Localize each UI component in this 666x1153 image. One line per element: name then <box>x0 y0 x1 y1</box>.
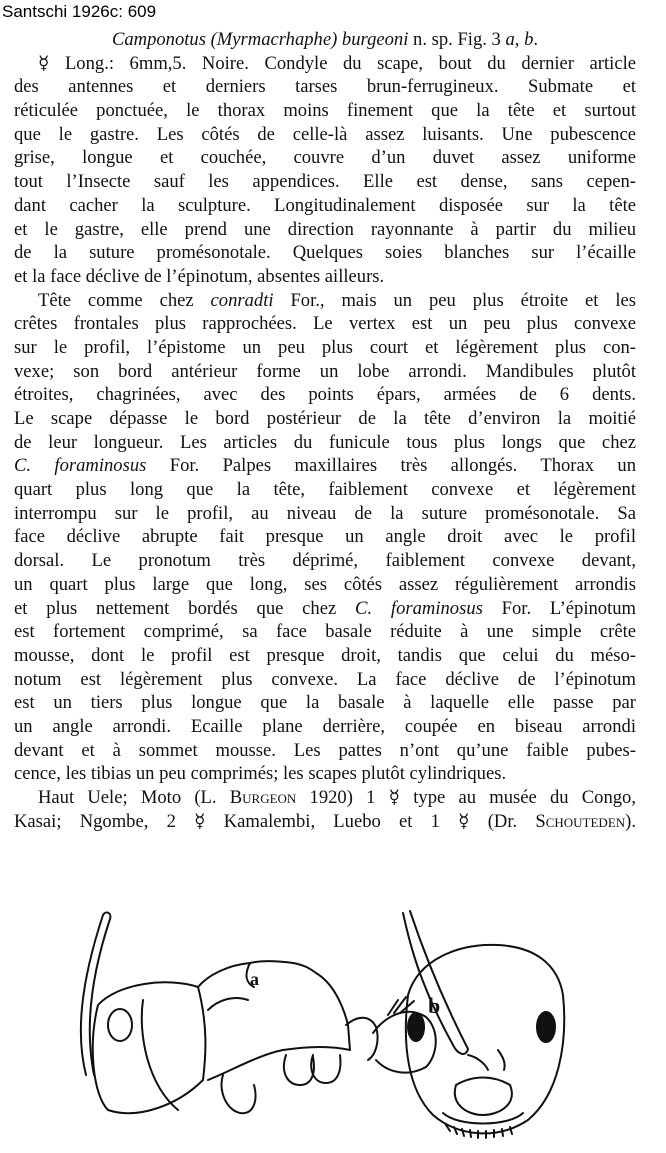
text-segment: devant et à sommet mousse. Les pattes n’ont qu’une faible pubes- <box>14 739 636 761</box>
text-line <box>14 715 636 739</box>
text-line <box>14 312 636 336</box>
text-segment: Tête comme chez <box>38 289 211 311</box>
clypeus <box>455 1078 512 1116</box>
species-description <box>14 28 636 833</box>
text-segment: de la suture promésonotale. Quelques soies blanches sur l’écaille <box>14 242 636 264</box>
text-line <box>14 762 636 786</box>
text-line <box>14 597 636 621</box>
text-segment: notum est légèrement plus convexe. La face déclive de l’épinotum <box>14 668 636 690</box>
text-line <box>14 28 636 52</box>
text-segment: conradti <box>210 289 274 311</box>
text-line <box>14 668 636 692</box>
figure-label-b: b <box>428 993 441 1018</box>
text-segment: Camponotus (Myrmacrhaphe) burgeoni <box>111 29 409 50</box>
page-header: Santschi 1926c: 609 <box>2 2 157 21</box>
compound-eye <box>108 1009 132 1041</box>
text-line <box>14 289 636 313</box>
figure-label-a: a <box>250 969 259 989</box>
text-segment: Schouteden <box>535 810 626 832</box>
text-line <box>14 407 636 431</box>
text-line <box>14 691 636 715</box>
text-segment: est un tiers plus longue que la basale à laquelle elle passe par <box>14 692 636 714</box>
text-segment: face déclive abrupte fait presque un angle droit avec le profil <box>14 526 636 548</box>
text-segment: , <box>514 29 525 50</box>
text-line <box>14 478 636 502</box>
text-line <box>14 75 636 99</box>
text-segment: C. foraminosus <box>355 597 483 619</box>
text-line <box>14 573 636 597</box>
text-segment: est fortement comprimé, sa face basale réduite à une simple crête <box>14 621 636 643</box>
text-segment: For. Palpes maxillaires très allongés. Thorax un <box>146 455 636 477</box>
text-segment: et le gastre, elle prend une direction rayonnante à partir du milieu <box>14 218 636 240</box>
text-segment: de leur longueur. Les articles du funicule tous plus longs que chez <box>14 431 636 453</box>
text-line <box>14 739 636 763</box>
text-segment: un quart plus large que long, ses côtés assez régulièrement arrondis <box>14 573 636 595</box>
text-line <box>14 336 636 360</box>
text-line <box>14 360 636 384</box>
text-segment: Kasai; Ngombe, 2 ☿ Kamalembi, Luebo et 1 ☿ (Dr. <box>14 810 536 832</box>
petiole <box>346 1018 378 1060</box>
gaster <box>373 1012 436 1073</box>
text-line <box>14 52 636 76</box>
text-segment: et plus nettement bordés que chez <box>14 597 356 619</box>
text-segment: For. L’épinotum <box>482 597 637 619</box>
text-segment: dant cacher la sculpture. Longitudinalement disposée sur la tête <box>14 194 636 216</box>
text-segment: C. foraminosus <box>14 455 147 477</box>
figure-3 <box>58 905 648 1140</box>
text-segment: un angle arrondi. Ecaille plane derrière, coupée en biseau arrondi <box>14 715 636 737</box>
text-segment: ☿ Long.: 6mm,5. Noire. Condyle du scape, bout du dernier article <box>38 52 636 74</box>
text-segment: b <box>524 29 534 50</box>
text-line <box>14 99 636 123</box>
text-segment: vexe; son bord antérieur forme un lobe arrondi. Mandibules plutôt <box>14 360 636 382</box>
text-line <box>14 383 636 407</box>
text-line <box>14 241 636 265</box>
text-segment: ). <box>625 810 636 832</box>
text-line <box>14 644 636 668</box>
coxa-1 <box>222 1075 256 1113</box>
text-line <box>14 123 636 147</box>
text-segment: 1920) 1 ☿ type au musée du Congo, <box>296 787 636 808</box>
text-segment: Le scape dépasse le bord postérieur de la tête d’environ la moitié <box>14 408 636 429</box>
text-line <box>14 170 636 194</box>
text-line <box>14 549 636 573</box>
text-segment: sur le profil, l’épistome un peu plus court et légèrement plus con- <box>14 336 636 358</box>
text-segment: Haut Uele; Moto (L. <box>38 787 230 808</box>
text-segment: grise, longue et couchée, couvre d’un duvet assez uniforme <box>14 147 636 169</box>
text-line <box>14 620 636 644</box>
text-line <box>14 218 636 242</box>
thorax <box>198 961 350 1080</box>
text-segment: des antennes et derniers tarses brun-ferrugineux. Submate et <box>14 76 636 98</box>
text-segment: interrompu sur le profil, au niveau de la suture promésonotale. Sa <box>14 502 636 524</box>
text-segment: réticulée ponctuée, le thorax moins finement que la tête et surtout <box>14 100 636 122</box>
text-line <box>14 525 636 549</box>
text-segment: crêtes frontales plus rapprochées. Le vertex est un peu plus convexe <box>14 313 636 335</box>
text-line <box>14 265 636 289</box>
text-segment: . <box>533 29 539 50</box>
text-segment: n. sp. Fig. 3 <box>408 29 506 50</box>
antenna-scape <box>81 912 111 1075</box>
text-line <box>14 810 636 834</box>
text-line <box>14 502 636 526</box>
text-line <box>14 454 636 478</box>
text-segment: étroites, chagrinées, avec des points épars, armées de 6 dents. <box>14 384 636 406</box>
text-segment: dorsal. Le pronotum très déprimé, faiblement convexe devant, <box>14 550 636 572</box>
eye-right <box>537 1012 555 1042</box>
text-line <box>14 194 636 218</box>
text-segment: For., mais un peu plus étroite et les <box>273 289 636 311</box>
text-segment: Burgeon <box>229 787 297 808</box>
coxa-2 <box>284 1055 314 1085</box>
eye-left <box>408 1013 424 1041</box>
text-segment: cence, les tibias un peu comprimés; les scapes plutôt cylindriques. <box>14 763 507 785</box>
head-profile <box>93 982 206 1113</box>
text-line <box>14 431 636 455</box>
text-segment: mousse, dont le profil est presque droit, tandis que celui du méso- <box>14 644 636 666</box>
text-line <box>14 786 636 810</box>
text-segment: a <box>505 29 515 50</box>
coxa-3 <box>311 1055 340 1083</box>
ant-illustration <box>58 905 648 1140</box>
text-segment: que le gastre. Les côtés de celle-là assez luisants. Une pubescence <box>14 123 636 145</box>
text-segment: tout l’Insecte sauf les appendices. Elle est dense, sans cepen- <box>14 171 636 193</box>
text-line <box>14 146 636 170</box>
text-segment: quart plus long que la tête, faiblement convexe et légèrement <box>14 479 636 501</box>
text-segment: et la face déclive de l’épinotum, absentes ailleurs. <box>14 265 385 287</box>
